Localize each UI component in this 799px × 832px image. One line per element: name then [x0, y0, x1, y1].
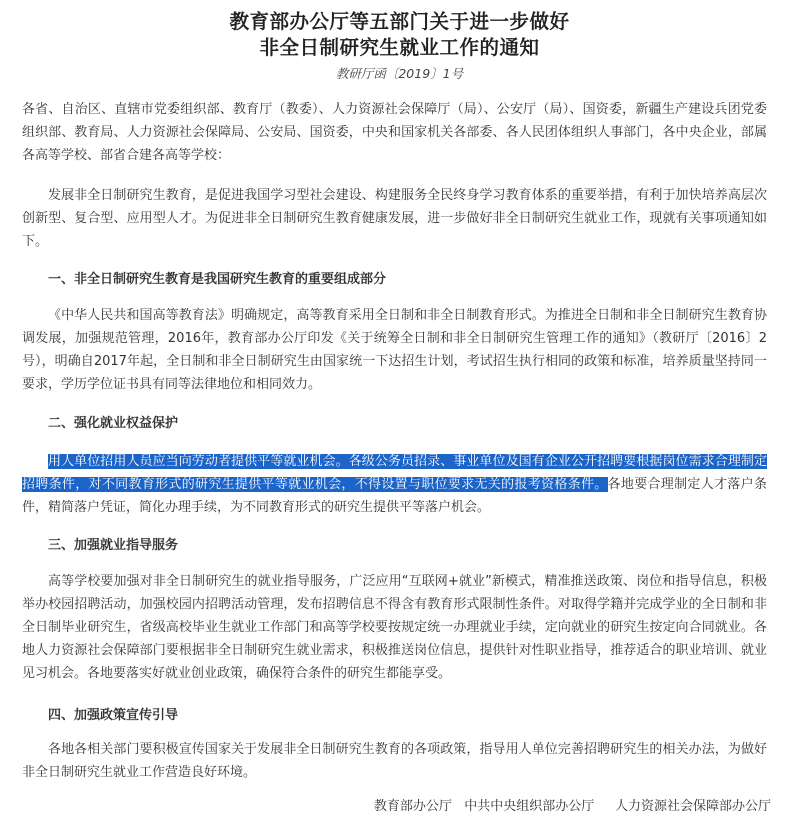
section-2-body: [22, 450, 767, 519]
section-3-body: 高等学校要加强对非全日制研究生的就业指导服务，广泛应用“互联网+就业”新模式，精准推送政策、岗位和指导信息，积极举办校园招聘活动，加强校园内招聘活动管理，发布招聘信息不得含有教育形式限制性条件。对取得学籍并完成学业的全日制和非全日制毕业研究生，省级高校毕业生就业工作部门和高等学校要按规定统一办理就业手续，定向就业的研究生按定向合同就业。各地人力资源社会保障部门要根据非全日制研究生就业需求，积极推送岗位信息，提供针对性职业指导，推荐适合的职业培训、就业见习机会。各地要落实好就业创业政策，确保符合条件的研究生都能享受。: [22, 574, 767, 681]
section-2-heading: 二、强化就业权益保护: [48, 416, 179, 431]
signatories: [374, 796, 771, 818]
document-number: 教研厅函〔2019〕1号: [335, 66, 464, 81]
document-title-line-1: 教育部办公厅等五部门关于进一步做好: [229, 10, 570, 33]
section-1-heading: 一、非全日制研究生教育是我国研究生教育的重要组成部分: [48, 272, 387, 287]
intro-paragraph: 发展非全日制研究生教育，是促进我国学习型社会建设、构建服务全民终身学习教育体系的重要举措，有利于加快培养高层次创新型、复合型、应用型人才。为促进非全日制研究生教育健康发展，进一步做好非全日制研究生就业工作，现就有关事项通知如下。: [22, 188, 767, 249]
signatory-org-dept: 中共中央组织部办公厅: [464, 799, 595, 814]
addressees-paragraph: 各省、自治区、直辖市党委组织部、教育厅（教委）、人力资源社会保障厅（局）、公安厅（局）、国资委，新疆生产建设兵团党委组织部、教育局、人力资源社会保障局、公安局、国资委，中央和国家机关各部委、各人民团体组织人事部门，各中央企业，部属各高等学校、部省合建各高等学校：: [22, 102, 767, 163]
selected-text-highlight[interactable]: 用人单位招用人员应当向劳动者提供平等就业机会。各级公务员招录、事业单位及国有企业公开招聘要根据岗位需求合理制定招聘条件，对不同教育形式的研究生提供平等就业机会，不得设置与职位要求无关的报考资格条件。: [22, 454, 767, 492]
section-3-heading: 三、加强就业指导服务: [48, 538, 179, 553]
section-4-heading: 四、加强政策宣传引导: [48, 708, 179, 723]
section-2-body-rest: 各地要合理制定人才落户条件，精简落户凭证，简化办理手续，为不同教育形式的研究生提供平等落户机会。: [22, 477, 767, 515]
section-1-body: 《中华人民共和国高等教育法》明确规定，高等教育采用全日制和非全日制教育形式。为推进全日制和非全日制研究生教育协调发展，加强规范管理，2016年，教育部办公厅印发《关于统筹全日制和非全日制研究生管理工作的通知》（教研厅〔2016〕2号），明确自2017年起，全日制和非全日制研究生由国家统一下达招生计划，考试招生执行相同的政策和标准，培养质量坚持同一要求，学历学位证书具有同等法律地位和相同效力。: [22, 308, 767, 392]
section-4-body: 各地各相关部门要积极宣传国家关于发展非全日制研究生教育的各项政策，指导用人单位完善招聘研究生的相关办法，为做好非全日制研究生就业工作营造良好环境。: [22, 742, 767, 780]
signatory-mohrss: 人力资源社会保障部办公厅: [614, 799, 771, 814]
document-title-line-2: 非全日制研究生就业工作的通知: [259, 36, 540, 59]
signatory-moe: 教育部办公厅: [373, 799, 452, 814]
